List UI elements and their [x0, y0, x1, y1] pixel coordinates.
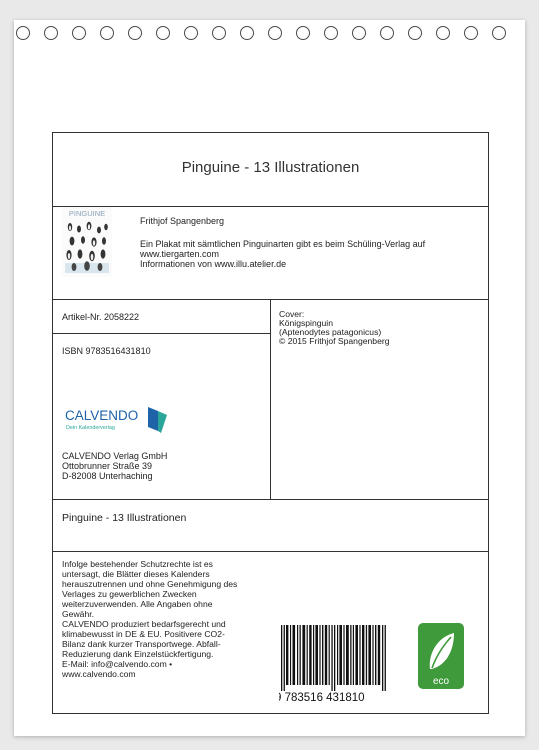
legal-line: Verlages zu gewerblichen Zwecken	[62, 589, 197, 599]
thumbnail-label: PINGUINE	[68, 209, 106, 218]
ean-barcode	[279, 625, 387, 703]
legal-line: untersagt, die Blätter dieses Kalenders	[62, 569, 210, 579]
binding-hole	[352, 26, 366, 40]
calvendo-logo-tagline: Dein Kalenderverlag	[66, 425, 115, 431]
info-frame	[52, 132, 489, 714]
binding-hole	[100, 26, 114, 40]
binding-hole	[408, 26, 422, 40]
eco-badge	[418, 623, 464, 689]
binding-hole	[324, 26, 338, 40]
divider	[53, 206, 488, 207]
divider	[53, 551, 488, 552]
binding-hole	[492, 26, 506, 40]
binding-hole	[212, 26, 226, 40]
cover-line: © 2015 Frithjof Spangenberg	[279, 336, 390, 346]
legal-line: weiterzuverwenden. Alle Angaben ohne	[62, 599, 213, 609]
binding-hole	[268, 26, 282, 40]
cover-line: Königspinguin	[279, 318, 333, 328]
binding-hole	[156, 26, 170, 40]
calendar-back-page	[14, 20, 525, 736]
binding-hole	[16, 26, 30, 40]
legal-line: Gewähr.	[62, 609, 95, 619]
author-name: Frithjof Spangenberg	[140, 216, 225, 226]
binding-hole	[44, 26, 58, 40]
divider	[270, 299, 271, 499]
cover-line: Cover:	[279, 309, 305, 319]
spiral-binding-holes	[14, 26, 525, 48]
binding-hole	[464, 26, 478, 40]
legal-line: klimabewusst in DE & EU. Positivere CO2-	[62, 629, 225, 639]
info-line: Informationen von www.illu.atelier.de	[140, 259, 287, 269]
divider	[53, 333, 270, 334]
binding-hole	[184, 26, 198, 40]
isbn: ISBN 9783516431810	[62, 346, 151, 356]
calvendo-logo	[65, 405, 175, 435]
subtitle: Pinguine - 13 Illustrationen	[62, 512, 187, 524]
legal-line: Bilanz dank kurzer Transportwege. Abfall-	[62, 639, 221, 649]
barcode-digits: 9 783516 431810	[279, 692, 365, 703]
calvendo-logo-name: CALVENDO	[65, 408, 139, 423]
legal-line: Reduzierung dank Einzelstückfertigung.	[62, 649, 214, 659]
info-line: www.tiergarten.com	[140, 249, 220, 259]
publisher-line: Ottobrunner Straße 39	[62, 461, 153, 471]
binding-hole	[240, 26, 254, 40]
penguin-poster-thumbnail	[62, 207, 112, 277]
eco-label: eco	[432, 676, 450, 687]
calendar-title: Pinguine - 13 Illustrationen	[181, 159, 360, 176]
cover-line: (Aptenodytes patagonicus)	[279, 327, 382, 337]
legal-line: herauszutrennen und ohne Genehmigung des	[62, 579, 238, 589]
article-number: Artikel-Nr. 2058222	[62, 312, 140, 322]
legal-line: CALVENDO produziert bedarfsgerecht und	[62, 619, 226, 629]
legal-line: www.calvendo.com	[62, 669, 136, 679]
binding-hole	[380, 26, 394, 40]
binding-hole	[72, 26, 86, 40]
publisher-line: D-82008 Unterhaching	[62, 471, 153, 481]
binding-hole	[296, 26, 310, 40]
legal-line: E-Mail: info@calvendo.com •	[62, 659, 173, 669]
divider	[53, 499, 488, 500]
publisher-line: CALVENDO Verlag GmbH	[62, 451, 168, 461]
binding-hole	[436, 26, 450, 40]
legal-line: Infolge bestehender Schutzrechte ist es	[62, 559, 213, 569]
binding-hole	[128, 26, 142, 40]
info-line: Ein Plakat mit sämtlichen Pinguinarten gibt es beim Schüling-Verlag auf	[140, 239, 426, 249]
